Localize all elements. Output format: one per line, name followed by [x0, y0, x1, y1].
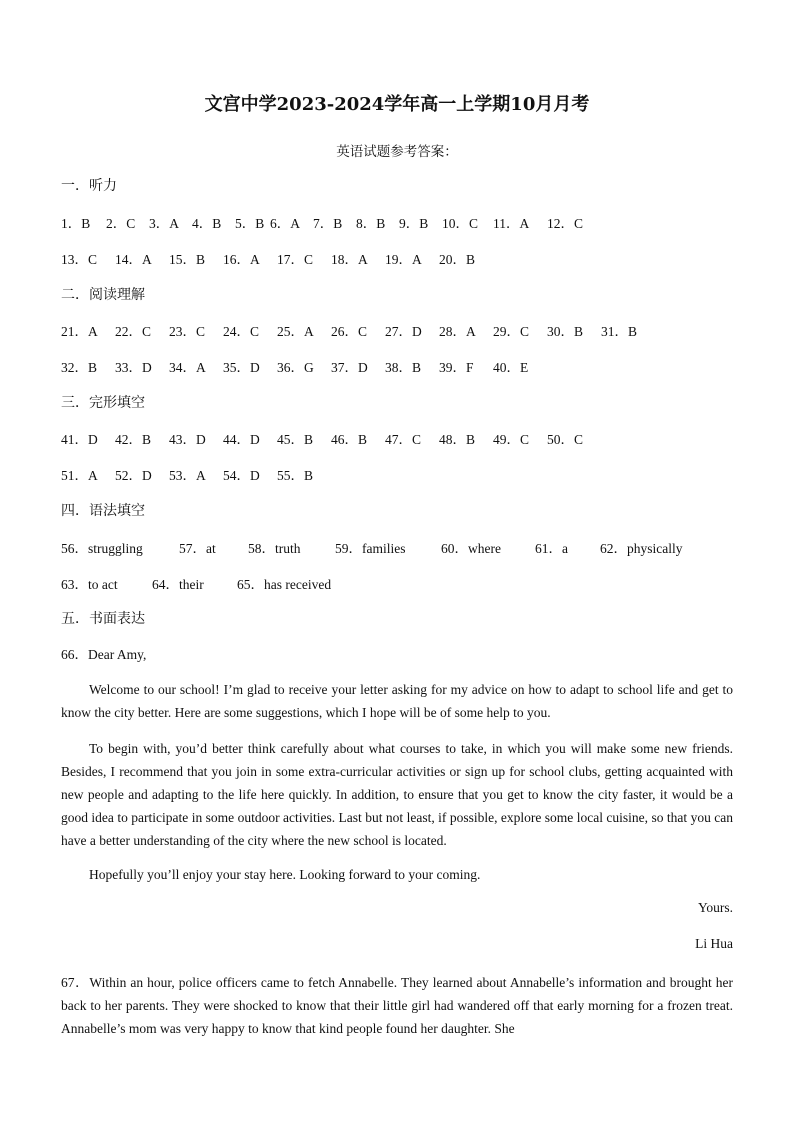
answer-item: 2．C — [106, 216, 136, 231]
answer-item: 58．truth — [248, 541, 301, 556]
answer-item: 61．a — [535, 541, 568, 556]
answer-item: 18．A — [331, 252, 368, 267]
answer-item: 29．C — [493, 324, 530, 339]
answer-item: 22．C — [115, 324, 152, 339]
answer-item: 23．C — [169, 324, 206, 339]
section-heading-listening: 一．听力 — [61, 178, 117, 194]
answer-item: 34．A — [169, 360, 206, 375]
answer-item: 49．C — [493, 432, 530, 447]
answer-item: 50．C — [547, 432, 584, 447]
answer-item: 64．their — [152, 577, 204, 592]
answer-item: 13．C — [61, 252, 98, 267]
answer-item: 21．A — [61, 324, 98, 339]
answer-item: 11．A — [493, 216, 530, 231]
answer-item: 25．A — [277, 324, 314, 339]
answer-item: 42．B — [115, 432, 152, 447]
answer-item: 54．D — [223, 468, 260, 483]
answer-item: 36．G — [277, 360, 314, 375]
letter-paragraph-2: To begin with, you’d better think carefully about what courses to take, in which you will make some new friends. Besides, I recommend that you join in some extra-curricular activities or sign up for school clubs, getting acquainted with new people and adapting to the life here quickly. In addition, to ensure that you get to know the city faster, it would be a good idea to participate in some outdoor activities. Last but not least, if possible, explore some local cuisine, so that you can have a better understanding of the city where the new school is located. — [61, 741, 733, 848]
answer-item: 32．B — [61, 360, 98, 375]
answer-item: 6．A — [270, 216, 300, 231]
answer-item: 20．B — [439, 252, 476, 267]
answer-item: 16．A — [223, 252, 260, 267]
answer-item: 41．D — [61, 432, 98, 447]
answer-item: 60．where — [441, 541, 501, 556]
answer-item: 44．D — [223, 432, 260, 447]
letter-signature: Li Hua — [695, 936, 733, 951]
continuation-writing-paragraph: 67．Within an hour, police officers came to fetch Annabelle. They learned about Annabelle’s information and brought her back to her parents. They were shocked to know that their little girl had wandered off that early morning for a frozen treat. Annabelle’s mom was very happy to know that kind people found her daughter. She — [61, 975, 733, 1036]
answer-item: 7．B — [313, 216, 343, 231]
answer-item: 56．struggling — [61, 541, 143, 556]
answer-item: 10．C — [442, 216, 479, 231]
answer-item: 17．C — [277, 252, 314, 267]
answer-item: 9．B — [399, 216, 429, 231]
answer-item: 4．B — [192, 216, 222, 231]
answer-item: 15．B — [169, 252, 206, 267]
answer-item: 26．C — [331, 324, 368, 339]
answer-item: 27．D — [385, 324, 422, 339]
answer-item: 12．C — [547, 216, 584, 231]
answer-item: 47．C — [385, 432, 422, 447]
answer-item: 43．D — [169, 432, 206, 447]
answer-item: 53．A — [169, 468, 206, 483]
letter-paragraph-1: Welcome to our school! I’m glad to receive your letter asking for my advice on how to adapt to school life and get to know the city better. Here are some suggestions, which I hope will be of some help to you. — [61, 682, 733, 720]
page-title: 文宫中学2023-2024学年高一上学期10月月考 — [204, 94, 590, 115]
answer-item: 37．D — [331, 360, 368, 375]
page-subtitle: 英语试题参考答案： — [336, 144, 458, 160]
letter-closing: Yours. — [697, 900, 733, 915]
letter-paragraph-3: Hopefully you’ll enjoy your stay here. Looking forward to your coming. — [89, 867, 481, 882]
answer-item: 33．D — [115, 360, 152, 375]
section-heading-writing: 五．书面表达 — [61, 611, 145, 627]
answer-item: 3．A — [149, 216, 179, 231]
answer-item: 8．B — [356, 216, 386, 231]
section-heading-reading: 二．阅读理解 — [61, 287, 145, 303]
answer-item: 24．C — [223, 324, 260, 339]
answer-item: 31．B — [601, 324, 638, 339]
answer-item: 55．B — [277, 468, 314, 483]
answer-item: 52．D — [115, 468, 152, 483]
answer-item: 38．B — [385, 360, 422, 375]
answer-item: 48．B — [439, 432, 476, 447]
answer-item: 62．physically — [600, 541, 683, 556]
answer-item: 40．E — [493, 360, 529, 375]
letter-greeting: 66．Dear Amy, — [61, 647, 147, 662]
answer-item: 59．families — [335, 541, 406, 556]
answer-item: 28．A — [439, 324, 476, 339]
answer-item: 45．B — [277, 432, 314, 447]
section-heading-cloze: 三．完形填空 — [61, 395, 145, 411]
answer-item: 57．at — [179, 541, 216, 556]
answer-item: 30．B — [547, 324, 584, 339]
answer-item: 1．B — [61, 216, 91, 231]
answer-item: 5．B — [235, 216, 265, 231]
answer-item: 14．A — [115, 252, 152, 267]
answer-item: 63．to act — [61, 577, 118, 592]
answer-item: 65．has received — [237, 577, 332, 592]
answer-item: 19．A — [385, 252, 422, 267]
section-heading-grammar: 四．语法填空 — [61, 503, 145, 519]
answer-item: 35．D — [223, 360, 260, 375]
answer-item: 46．B — [331, 432, 368, 447]
answer-item: 51．A — [61, 468, 98, 483]
answer-item: 39．F — [439, 360, 474, 375]
